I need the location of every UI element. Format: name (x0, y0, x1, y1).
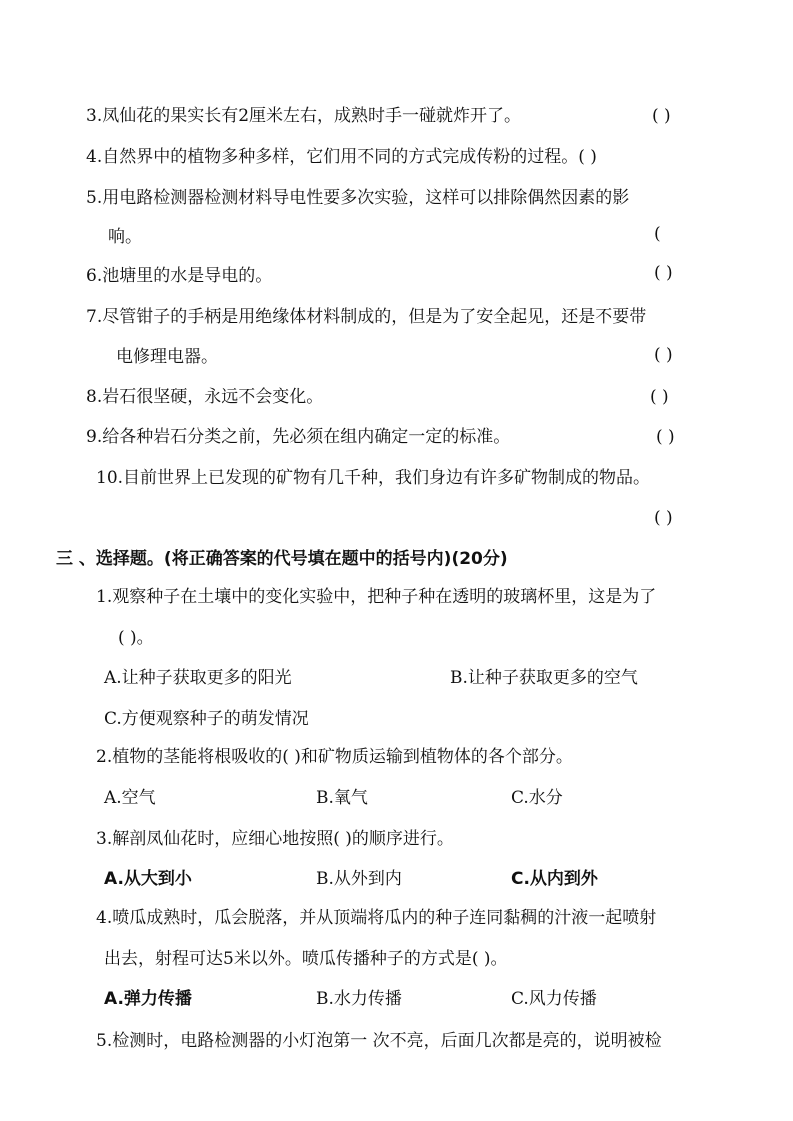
judgement-q9: 9.给各种岩石分类之前，先必须在组内确定一定的标准。 (86, 427, 511, 447)
choice-q4-option-c[interactable]: C.风力传播 (511, 989, 597, 1009)
answer-paren-q6[interactable]: ( ) (654, 263, 673, 283)
choice-q2-option-b[interactable]: B.氧气 (316, 788, 368, 808)
choice-q2-option-a[interactable]: A.空气 (104, 788, 156, 808)
choice-q1-option-c[interactable]: C.方便观察种子的萌发情况 (104, 709, 309, 729)
choice-q5-line1: 5.检测时，电路检测器的小灯泡第一 次不亮，后面几次都是亮的，说明被检 (96, 1031, 662, 1051)
judgement-q7-line1: 7.尽管钳子的手柄是用绝缘体材料制成的，但是为了安全起见，还是不要带 (86, 307, 647, 327)
choice-q1-option-b[interactable]: B.让种子获取更多的空气 (450, 668, 638, 688)
choice-q1-line1: 1.观察种子在土壤中的变化实验中，把种子种在透明的玻璃杯里，这是为了 (96, 587, 657, 607)
choice-q3: 3.解剖凤仙花时，应细心地按照( )的顺序进行。 (96, 829, 454, 849)
answer-paren-q5[interactable]: ( (654, 224, 661, 244)
answer-paren-q7[interactable]: ( ) (654, 345, 673, 365)
judgement-q8: 8.岩石很坚硬，永远不会变化。 (86, 387, 324, 407)
judgement-q5-line2: 响。 (108, 227, 142, 247)
choice-q4-option-a[interactable]: A.弹力传播 (104, 989, 192, 1009)
choice-q4-line1: 4.喷瓜成熟时，瓜会脱落，并从顶端将瓜内的种子连同黏稠的汁液一起喷射 (96, 908, 657, 928)
choice-q3-option-c[interactable]: C.从内到外 (511, 869, 598, 889)
answer-paren-q3[interactable]: ( ) (652, 106, 671, 126)
choice-q3-option-b[interactable]: B.从外到内 (316, 869, 402, 889)
judgement-q5-line1: 5.用电路检测器检测材料导电性要多次实验，这样可以排除偶然因素的影 (86, 188, 630, 208)
choice-q3-option-a[interactable]: A.从大到小 (104, 869, 192, 889)
judgement-q6: 6.池塘里的水是导电的。 (86, 266, 273, 286)
judgement-q4: 4.自然界中的植物多种多样，它们用不同的方式完成传粉的过程。( ) (86, 147, 597, 167)
answer-paren-q8[interactable]: ( ) (650, 387, 669, 407)
choice-q2: 2.植物的茎能将根吸收的( )和矿物质运输到植物体的各个部分。 (96, 747, 573, 767)
choice-q4-option-b[interactable]: B.水力传播 (316, 989, 402, 1009)
judgement-q7-line2: 电修理电器。 (116, 347, 218, 367)
section-3-heading: 三 、选择题。(将正确答案的代号填在题中的括号内)(20分) (56, 549, 508, 569)
choice-q1-line2: ( )。 (118, 628, 154, 648)
answer-paren-q10[interactable]: ( ) (654, 508, 673, 528)
choice-q1-option-a[interactable]: A.让种子获取更多的阳光 (104, 668, 292, 688)
judgement-q3: 3.凤仙花的果实长有2厘米左右，成熟时手一碰就炸开了。 (86, 106, 522, 126)
choice-q4-line2: 出去，射程可达5米以外。喷瓜传播种子的方式是( )。 (104, 949, 508, 969)
answer-paren-q9[interactable]: ( ) (656, 427, 675, 447)
judgement-q10: 10.目前世界上已发现的矿物有几千种，我们身边有许多矿物制成的物品。 (96, 468, 651, 488)
choice-q2-option-c[interactable]: C.水分 (511, 788, 563, 808)
